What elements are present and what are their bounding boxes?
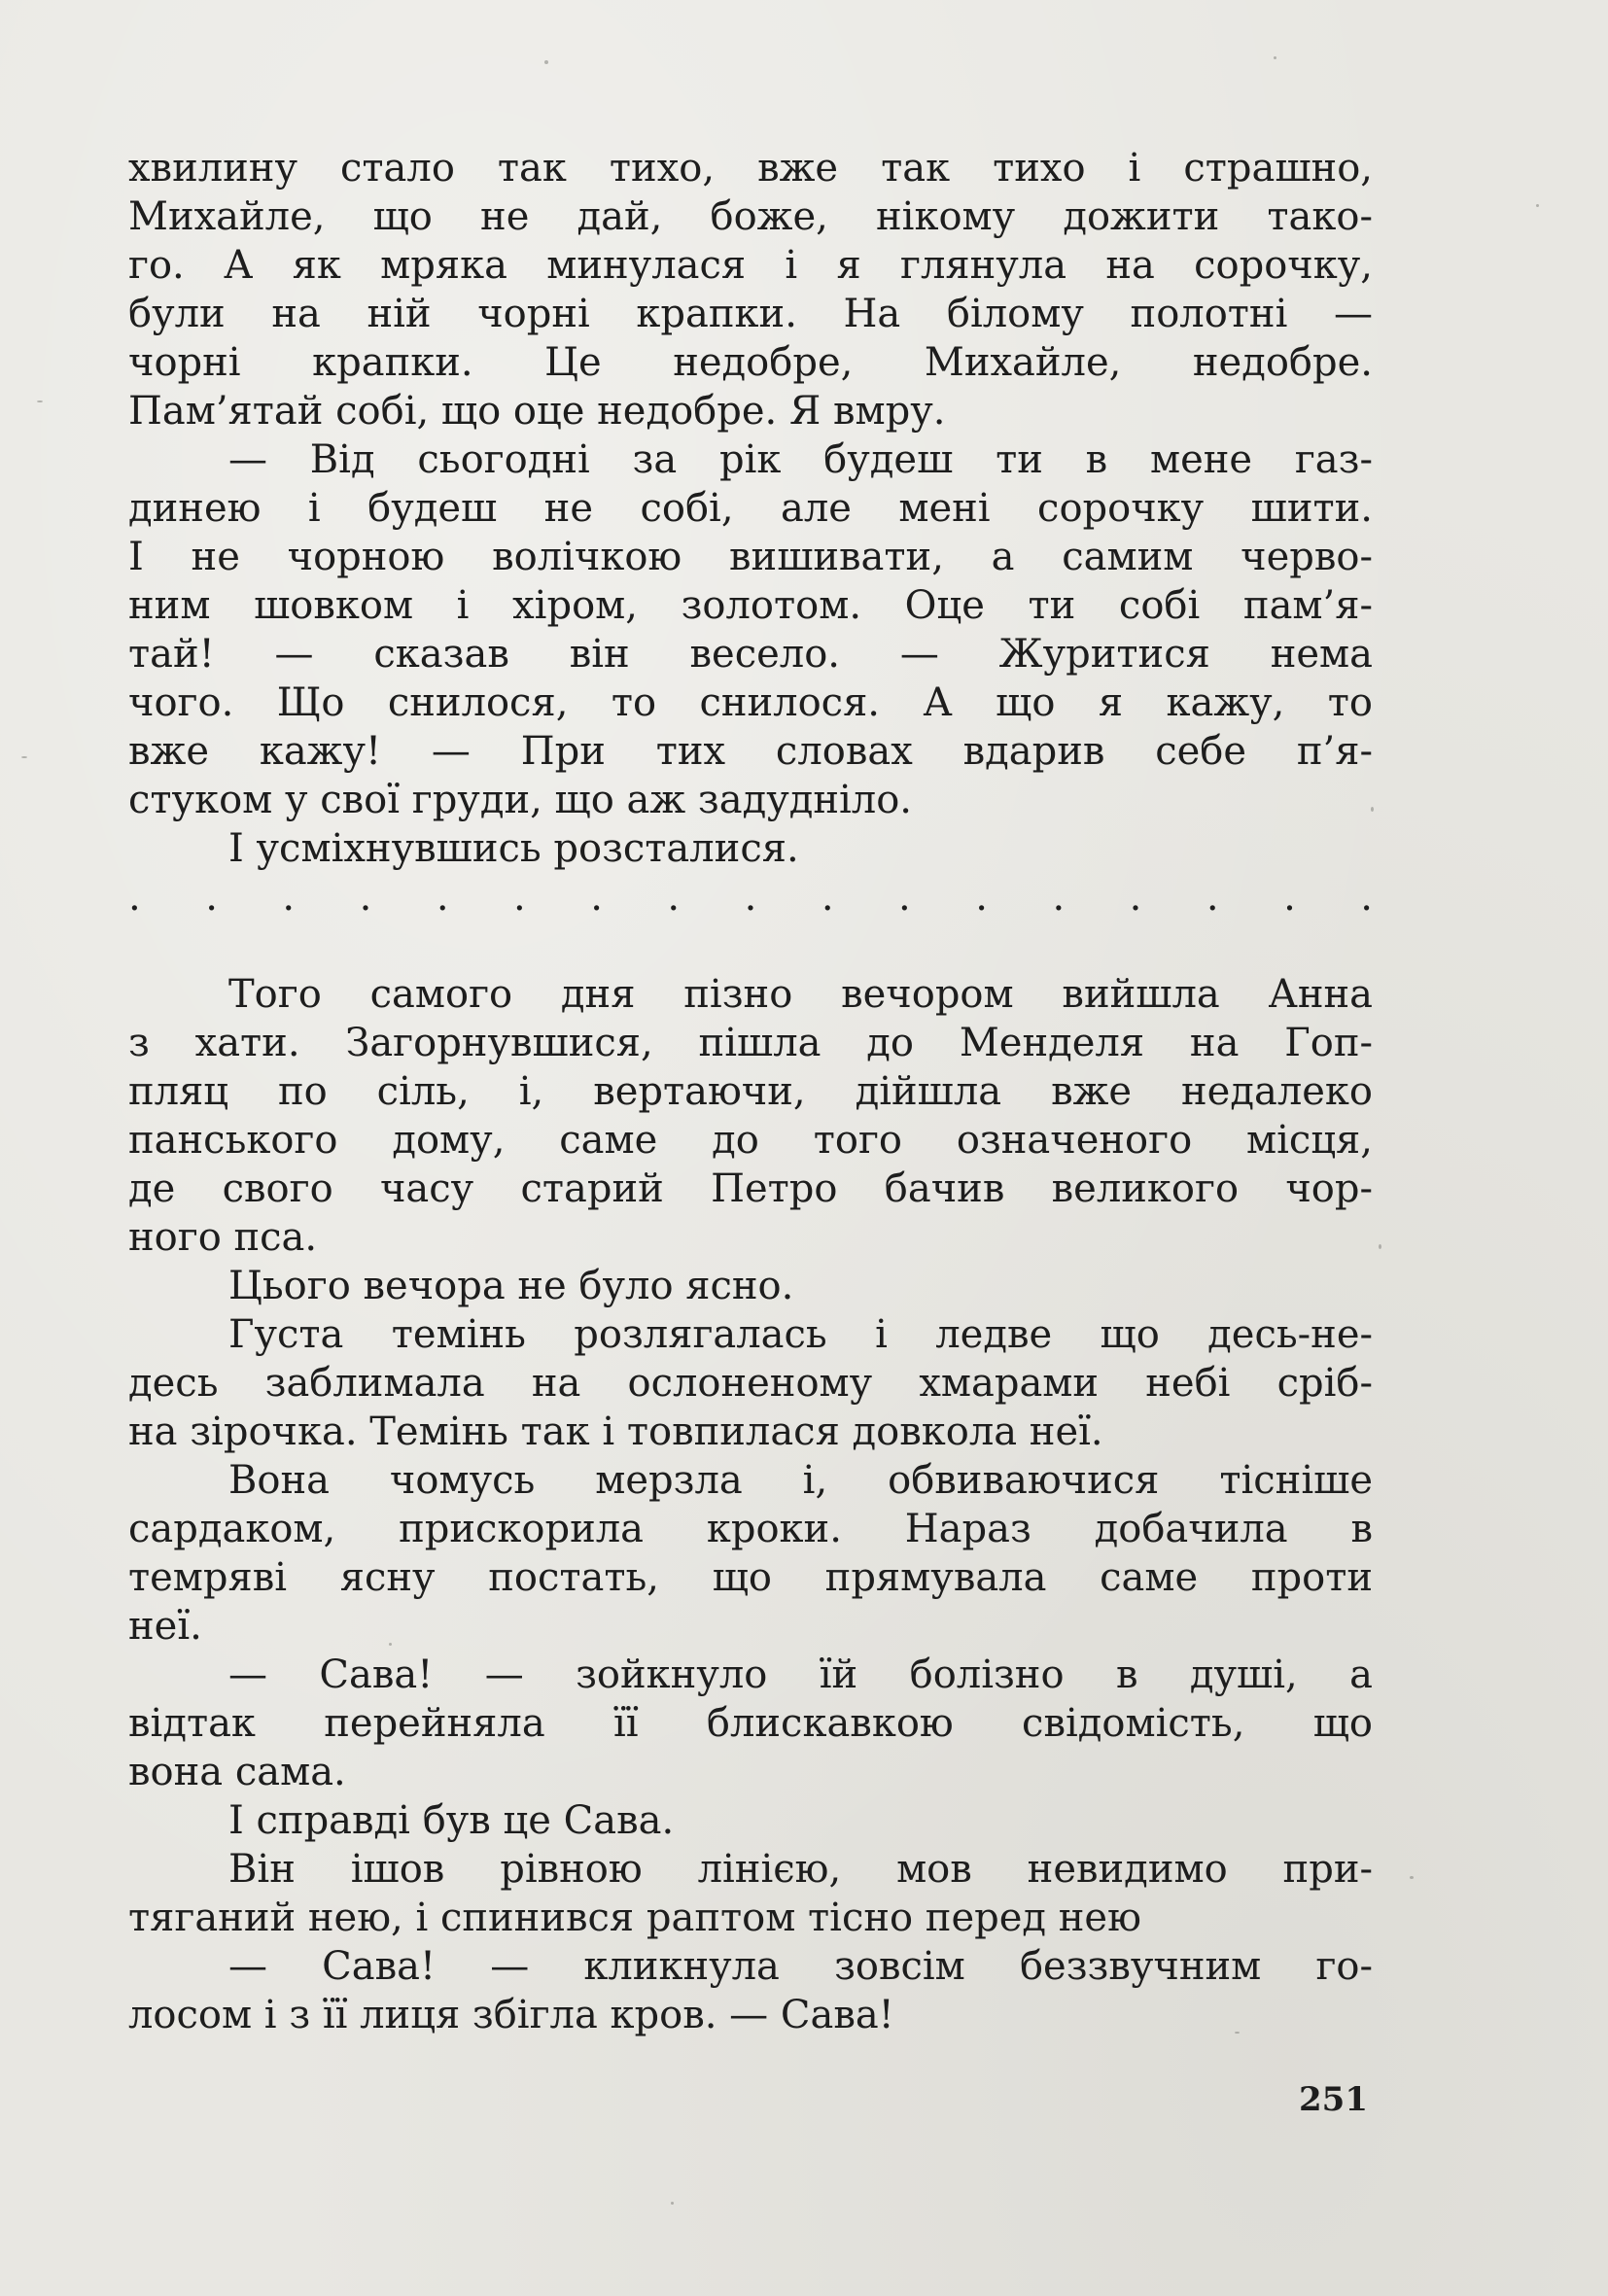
text-line: Пам’ятай собі, що оце недобре. Я вмру. xyxy=(128,389,946,434)
text-line: І не чорною волічкою вишивати, а самим черво- xyxy=(128,535,1373,579)
text-line: Цього вечора не було ясно. xyxy=(228,1264,794,1308)
text-line: Того самого дня пізно вечором вийшла Анна xyxy=(228,972,1373,1017)
paper-speck xyxy=(1371,807,1374,812)
text-line: десь заблимала на ослоненому хмарами небі сріб- xyxy=(128,1361,1373,1406)
text-line: — Сава! — зойкнуло їй болізно в душі, а xyxy=(228,1652,1373,1697)
paper-speck xyxy=(1379,1244,1381,1249)
paper-speck xyxy=(1235,2032,1240,2034)
text-line: Густа темінь розлягалась і ледве що десь-не- xyxy=(228,1312,1373,1357)
text-line: неї. xyxy=(128,1604,202,1649)
text-line: темряві ясну постать, що прямувала саме проти xyxy=(128,1555,1373,1600)
text-line: відтак перейняла її блискавкою свідомість, що xyxy=(128,1701,1373,1746)
paper-speck xyxy=(21,756,27,758)
text-line: І усміхнувшись розсталися. xyxy=(228,826,799,871)
text-line: з хати. Загорнувшися, пішла до Менделя на Гоп- xyxy=(128,1021,1373,1065)
text-line: Вона чомусь мерзла і, обвиваючися тісніше xyxy=(228,1458,1373,1503)
text-line: на зірочка. Темінь так і товпилася довкола неї. xyxy=(128,1409,1103,1454)
text-line: панського дому, саме до того означеного місця, xyxy=(128,1118,1373,1163)
text-line: де свого часу старий Петро бачив великого чор- xyxy=(128,1166,1373,1211)
paper-speck xyxy=(544,60,548,64)
text-line: — Сава! — кликнула зовсім беззвучним го- xyxy=(228,1944,1373,1989)
text-line: ного пса. xyxy=(128,1215,318,1260)
text-line: чого. Що снилося, то снилося. А що я кажу, то xyxy=(128,680,1373,725)
text-line: пляц по сіль, і, вертаючи, дійшла вже недалеко xyxy=(128,1069,1373,1114)
text-line: вже кажу! — При тих словах вдарив себе п’я- xyxy=(128,729,1373,774)
paper-speck xyxy=(37,400,43,402)
text-line: Він ішов рівною лінією, мов невидимо при- xyxy=(228,1847,1373,1892)
text-line: стуком у свої груди, що аж задудніло. xyxy=(128,778,913,822)
text-line: Михайле, що не дай, боже, нікому дожити тако- xyxy=(128,194,1373,239)
text-line: чорні крапки. Це недобре, Михайле, недобре. xyxy=(128,340,1373,385)
paper-speck xyxy=(389,1643,392,1646)
text-line: — Від сьогодні за рік будеш ти в мене газ- xyxy=(228,437,1373,482)
text-line: ним шовком і хіром, золотом. Оце ти собі пам’я- xyxy=(128,583,1373,628)
text-line: сардаком, прискорила кроки. Нараз добачила в xyxy=(128,1507,1373,1551)
text-line: тай! — сказав він весело. — Журитися нема xyxy=(128,632,1373,677)
text-line: були на ній чорні крапки. На білому полотні — xyxy=(128,292,1373,336)
text-line: динею і будеш не собі, але мені сорочку шити. xyxy=(128,486,1373,531)
paper-speck xyxy=(671,2202,674,2205)
text-line: вона сама. xyxy=(128,1750,346,1794)
page-text xyxy=(128,144,1373,2039)
text-line: тяганий нею, і спинився раптом тісно перед нею xyxy=(128,1896,1141,1940)
text-line: І справді був це Сава. xyxy=(228,1798,675,1843)
text-line: го. А як мряка минулася і я глянула на сорочку, xyxy=(128,243,1373,288)
paper-speck xyxy=(1536,204,1539,207)
page-number: 251 xyxy=(1299,2080,1368,2119)
section-separator: . . . . . . . . . . . . . . . . . xyxy=(128,875,1373,920)
text-line: лосом і з її лиця збігла кров. — Сава! xyxy=(128,1993,894,2037)
paper-speck xyxy=(1274,56,1276,59)
text-line: хвилину стало так тихо, вже так тихо і страшно, xyxy=(128,146,1373,191)
section-gap xyxy=(128,922,1373,970)
paper-speck xyxy=(1410,1876,1414,1879)
